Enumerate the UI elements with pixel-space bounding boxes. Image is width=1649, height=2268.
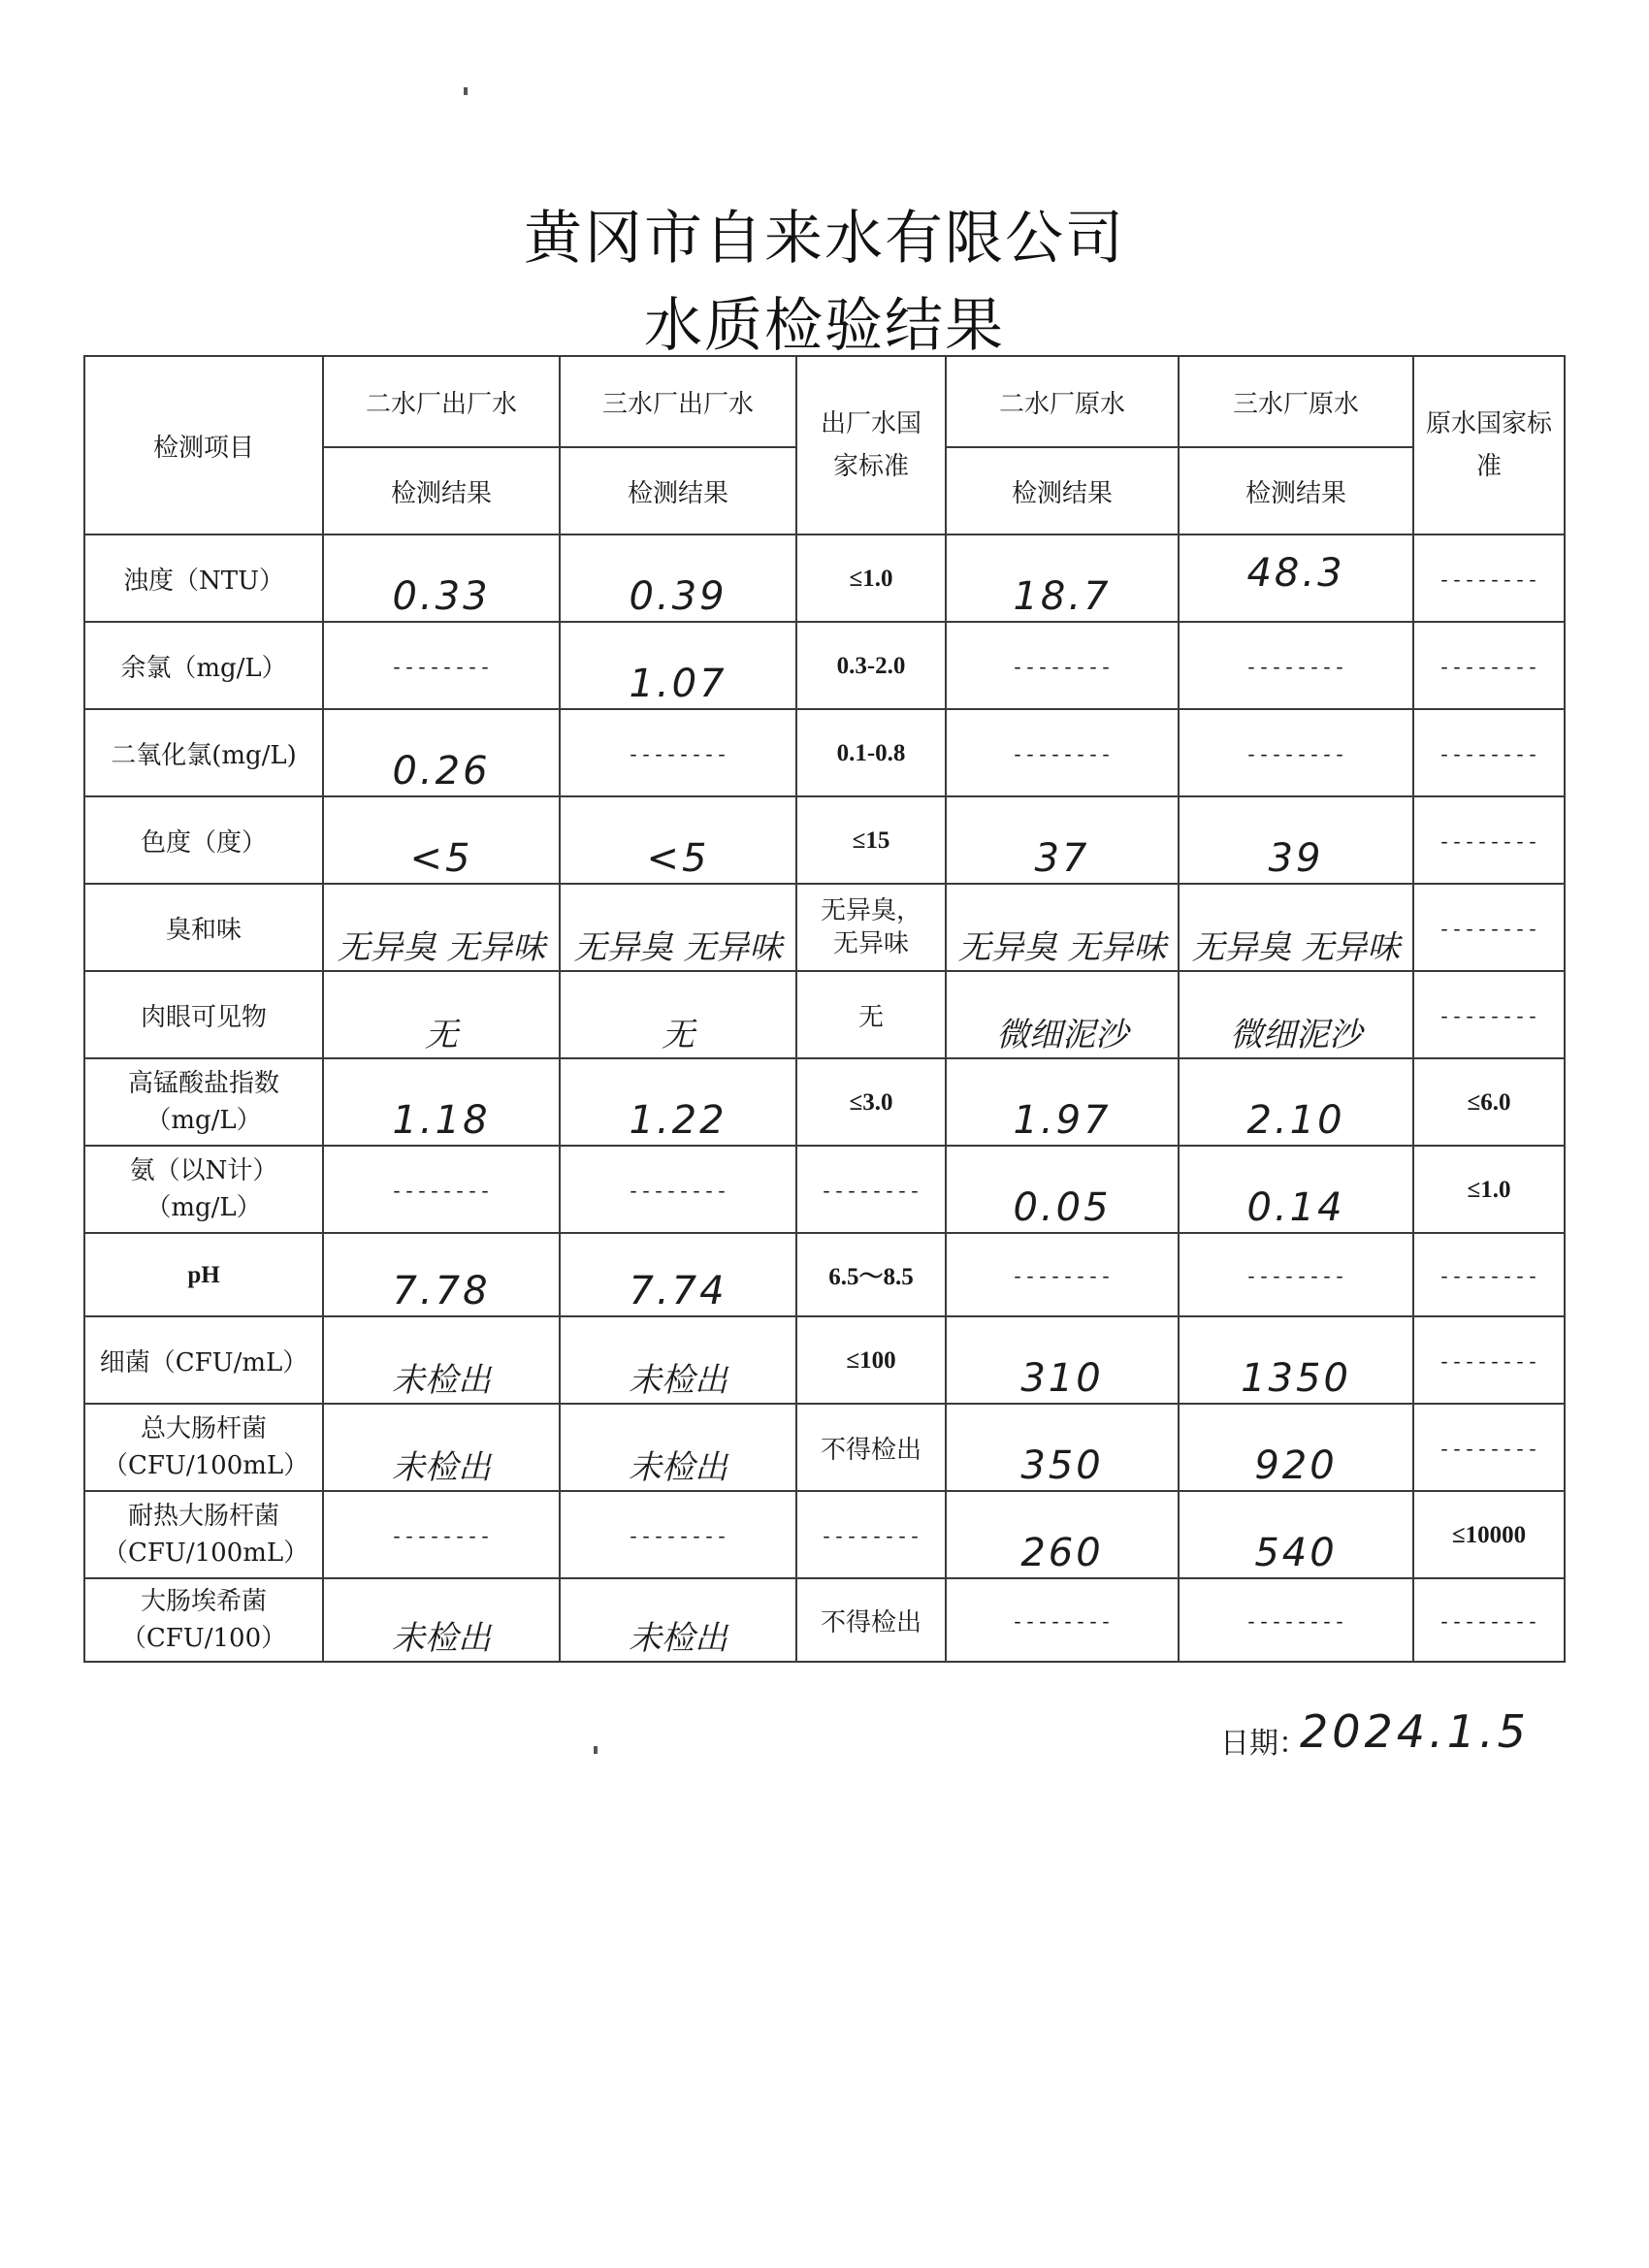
standard-cell: ≤1.0 — [1413, 1146, 1565, 1233]
header-result-4: 检测结果 — [946, 447, 1179, 535]
standard-cell: -------- — [1413, 971, 1565, 1058]
row-label: 大肠埃希菌（CFU/100） — [84, 1578, 323, 1662]
table-row — [84, 971, 1565, 1058]
standard-cell: -------- — [1413, 1233, 1565, 1316]
result-cell: 1350 — [1179, 1316, 1413, 1404]
standard-cell: ≤3.0 — [796, 1058, 946, 1146]
date-label: 日期： — [1220, 1727, 1308, 1761]
result-cell: 18.7 — [946, 535, 1179, 622]
header-result-2: 检测结果 — [560, 447, 796, 535]
row-label: 氨（以N计）（mg/L） — [84, 1146, 323, 1233]
header-item: 检测项目 — [84, 356, 323, 535]
result-cell: <5 — [323, 796, 560, 884]
result-cell: 0.14 — [1179, 1146, 1413, 1233]
results-table — [83, 355, 1566, 1663]
header-col-out-standard: 出厂水国家标准 — [796, 356, 946, 535]
standard-cell: ≤6.0 — [1413, 1058, 1565, 1146]
result-cell: 未检出 — [560, 1404, 796, 1491]
result-cell: 微细泥沙 — [1179, 971, 1413, 1058]
row-label: 色度（度） — [84, 796, 323, 884]
row-label: 二氧化氯(mg/L) — [84, 709, 323, 796]
standard-cell: -------- — [1413, 1578, 1565, 1662]
result-cell: 260 — [946, 1491, 1179, 1578]
result-cell: 微细泥沙 — [946, 971, 1179, 1058]
standard-cell: ≤1.0 — [796, 535, 946, 622]
standard-cell: -------- — [1413, 1316, 1565, 1404]
result-cell: -------- — [323, 1146, 560, 1233]
result-cell: 无异臭 无异味 — [946, 884, 1179, 971]
header-result-5: 检测结果 — [1179, 447, 1413, 535]
result-cell: -------- — [1179, 1233, 1413, 1316]
document-subtitle: 水质检验结果 — [644, 292, 1005, 360]
result-cell: -------- — [946, 1578, 1179, 1662]
header-col-plant2-raw: 二水厂原水 — [946, 356, 1179, 447]
standard-cell: -------- — [1413, 796, 1565, 884]
result-cell: -------- — [946, 1233, 1179, 1316]
result-cell: -------- — [946, 709, 1179, 796]
table-row — [84, 1233, 1565, 1316]
standard-cell: 无 — [796, 971, 946, 1058]
row-label: 臭和味 — [84, 884, 323, 971]
table-row — [84, 622, 1565, 709]
result-cell: -------- — [560, 1146, 796, 1233]
standard-cell: 不得检出 — [796, 1404, 946, 1491]
result-cell: 无异臭 无异味 — [560, 884, 796, 971]
standard-cell: -------- — [796, 1491, 946, 1578]
standard-cell: -------- — [1413, 622, 1565, 709]
row-label: 耐热大肠杆菌（CFU/100mL） — [84, 1491, 323, 1578]
result-cell: 48.3 — [1179, 535, 1413, 622]
result-cell: -------- — [946, 622, 1179, 709]
result-cell: 2.10 — [1179, 1058, 1413, 1146]
result-cell: 1.97 — [946, 1058, 1179, 1146]
row-label: 余氯（mg/L） — [84, 622, 323, 709]
table-row — [84, 535, 1565, 622]
standard-cell: 0.1-0.8 — [796, 709, 946, 796]
result-cell: 0.05 — [946, 1146, 1179, 1233]
table-row — [84, 1146, 1565, 1233]
result-cell: 920 — [1179, 1404, 1413, 1491]
table-row — [84, 884, 1565, 971]
standard-cell: 0.3-2.0 — [796, 622, 946, 709]
result-cell: 无 — [323, 971, 560, 1058]
table-row — [84, 1058, 1565, 1146]
result-cell: -------- — [560, 709, 796, 796]
result-cell: 310 — [946, 1316, 1179, 1404]
table-row — [84, 709, 1565, 796]
scan-speck — [594, 1746, 598, 1754]
result-cell: 1.07 — [560, 622, 796, 709]
standard-cell: -------- — [1413, 535, 1565, 622]
result-cell: 350 — [946, 1404, 1179, 1491]
result-cell: -------- — [1179, 1578, 1413, 1662]
result-cell: 0.26 — [323, 709, 560, 796]
row-label: 总大肠杆菌（CFU/100mL） — [84, 1404, 323, 1491]
table-row — [84, 1404, 1565, 1491]
standard-cell: 无异臭，无异味 — [796, 884, 946, 971]
standard-cell: ≤10000 — [1413, 1491, 1565, 1578]
header-col-plant2-out: 二水厂出厂水 — [323, 356, 560, 447]
result-cell: 未检出 — [323, 1404, 560, 1491]
result-cell: 37 — [946, 796, 1179, 884]
result-cell: 无异臭 无异味 — [323, 884, 560, 971]
result-cell: 未检出 — [323, 1578, 560, 1662]
result-cell: -------- — [560, 1491, 796, 1578]
header-col-plant3-raw: 三水厂原水 — [1179, 356, 1413, 447]
standard-cell: 6.5～8.5 — [796, 1233, 946, 1316]
result-cell: -------- — [1179, 622, 1413, 709]
result-cell: 7.78 — [323, 1233, 560, 1316]
standard-cell: -------- — [1413, 709, 1565, 796]
result-cell: 未检出 — [560, 1578, 796, 1662]
result-cell: 1.22 — [560, 1058, 796, 1146]
row-label: 肉眼可见物 — [84, 971, 323, 1058]
table-row — [84, 796, 1565, 884]
standard-cell: -------- — [1413, 884, 1565, 971]
result-cell: 39 — [1179, 796, 1413, 884]
standard-cell: ≤15 — [796, 796, 946, 884]
result-cell: 无 — [560, 971, 796, 1058]
result-cell: 无异臭 无异味 — [1179, 884, 1413, 971]
standard-cell: -------- — [1413, 1404, 1565, 1491]
header-result-1: 检测结果 — [323, 447, 560, 535]
result-cell: <5 — [560, 796, 796, 884]
result-cell: 0.39 — [560, 535, 796, 622]
document-title: 黄冈市自来水有限公司 — [524, 205, 1125, 273]
scan-speck — [464, 87, 468, 95]
header-col-raw-standard: 原水国家标准 — [1413, 356, 1565, 535]
result-cell: 7.74 — [560, 1233, 796, 1316]
standard-cell: -------- — [796, 1146, 946, 1233]
table-row — [84, 1491, 1565, 1578]
row-label: 高锰酸盐指数（mg/L） — [84, 1058, 323, 1146]
result-cell: 未检出 — [323, 1316, 560, 1404]
result-cell: 未检出 — [560, 1316, 796, 1404]
date-value: 2024.1.5 — [1300, 1705, 1530, 1758]
result-cell: 0.33 — [323, 535, 560, 622]
result-cell: -------- — [323, 1491, 560, 1578]
table-row — [84, 1316, 1565, 1404]
row-label: 浊度（NTU） — [84, 535, 323, 622]
result-cell: -------- — [323, 622, 560, 709]
result-cell: 540 — [1179, 1491, 1413, 1578]
result-cell: -------- — [1179, 709, 1413, 796]
header-col-plant3-out: 三水厂出厂水 — [560, 356, 796, 447]
standard-cell: 不得检出 — [796, 1578, 946, 1662]
standard-cell: ≤100 — [796, 1316, 946, 1404]
row-label: pH — [84, 1233, 323, 1316]
result-cell: 1.18 — [323, 1058, 560, 1146]
row-label: 细菌（CFU/mL） — [84, 1316, 323, 1404]
table-row — [84, 1578, 1565, 1662]
